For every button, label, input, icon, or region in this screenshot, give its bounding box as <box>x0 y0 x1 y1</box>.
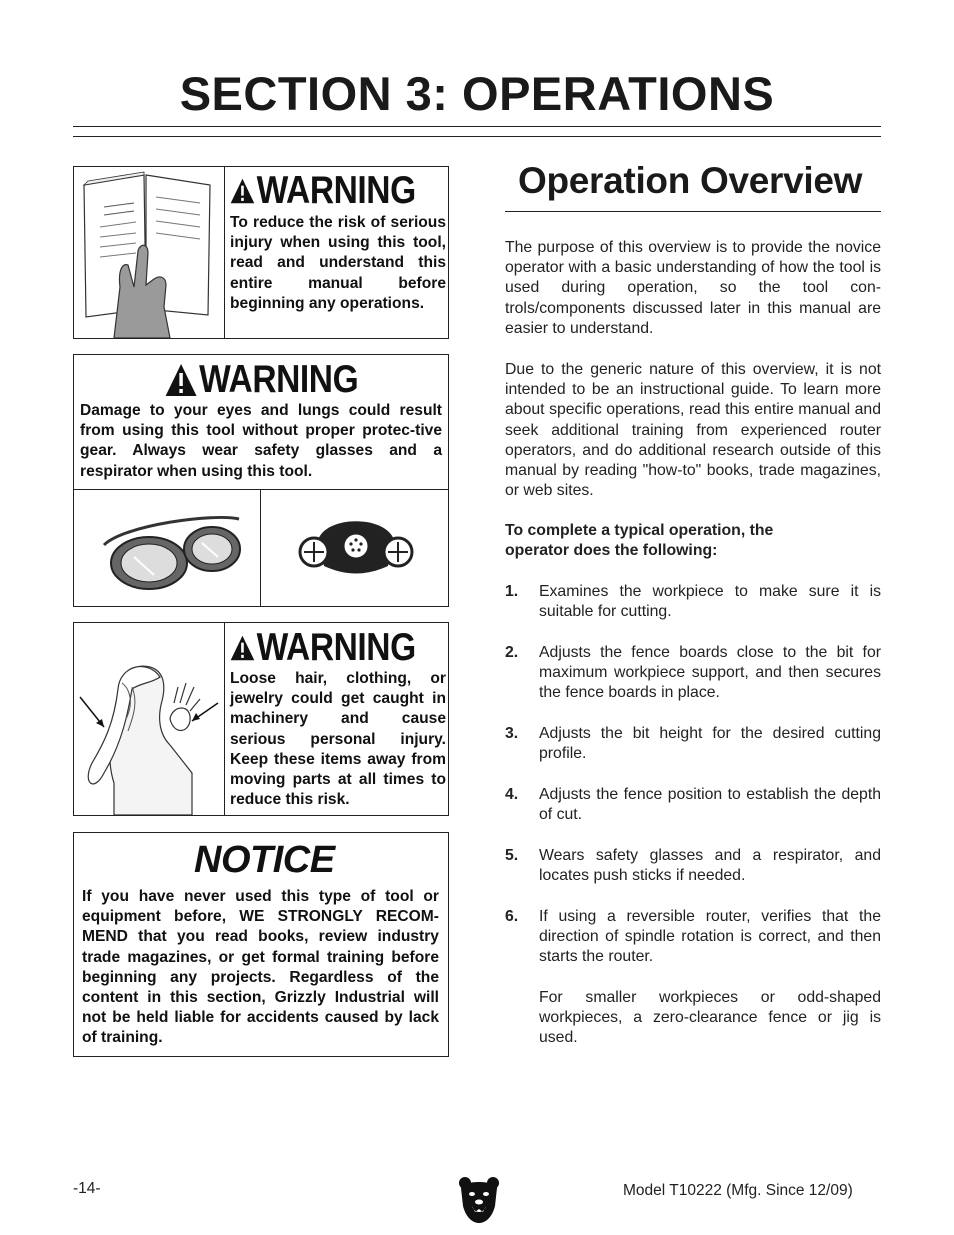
title-rule-bottom <box>73 136 881 137</box>
model-info: Model T10222 (Mfg. Since 12/09) <box>623 1182 853 1199</box>
warning-text-protective-gear: Damage to your eyes and lungs could result from using this tool without proper protec-tive gear. Always wear safety glasses and a respirator when using this tool. <box>80 402 442 480</box>
list-item: 6. If using a reversible router, verifies that the direction of spindle rotation is correct, and then starts the router. <box>505 908 881 966</box>
warning-heading: WARNING <box>230 171 416 210</box>
list-item: 4. Adjusts the fence position to establish the depth of cut. <box>505 786 881 824</box>
respirator-illustration <box>296 510 416 585</box>
warning-triangle-icon <box>164 363 197 397</box>
list-item: 2. Adjusts the fence boards close to the bit for maximum workpiece support, and then secures the fence boards in place. <box>505 644 881 702</box>
warning-box-manual <box>73 166 449 339</box>
warning-box-loose-clothing <box>73 622 449 816</box>
step-6-note: For smaller workpieces or odd-shaped workpieces, a zero-clearance fence or jig is used. <box>539 989 881 1047</box>
list-item: 3. Adjusts the bit height for the desired cutting profile. <box>505 725 881 763</box>
list-item: 5. Wears safety glasses and a respirator, and locates push sticks if needed. <box>505 847 881 885</box>
list-item: 1. Examines the workpiece to make sure it is suitable for cutting. <box>505 583 881 621</box>
section-heading: Operation Overview <box>518 160 863 201</box>
overview-paragraph-2: Due to the generic nature of this overview, it is not intended to be an instructional guide. To learn more about specific operations, read this entire manual and seek additional training from experienced router operators, and do additional research outside of this manual by reading "how-to" books, trade magazines, or web sites. <box>505 361 881 500</box>
warning-text-manual: To reduce the risk of serious injury when using this tool, read and understand this entire manual before beginning any operations. <box>230 214 446 312</box>
grizzly-bear-logo-icon <box>458 1176 500 1229</box>
person-hair-icon <box>74 623 224 815</box>
loose-hair-illustration <box>74 623 225 815</box>
warning-text-loose-clothing: Loose hair, clothing, or jewelry could get caught in machinery and cause serious personal injury. Keep these items away from moving parts at all times to reduce this risk. <box>230 670 446 809</box>
warning-heading: WARNING <box>164 360 358 399</box>
divider <box>74 489 448 490</box>
steps-intro: To complete a typical operation, the operator does the following: <box>505 522 774 560</box>
warning-heading: WARNING <box>230 628 416 667</box>
safety-glasses-icon <box>94 505 244 595</box>
notice-box <box>73 832 449 1057</box>
page-title: SECTION 3: OPERATIONS <box>179 67 775 120</box>
safety-glasses-illustration <box>94 505 244 600</box>
warning-triangle-icon <box>230 631 255 665</box>
read-manual-icon <box>74 167 224 338</box>
title-rule-top <box>73 126 881 127</box>
divider <box>260 489 261 606</box>
heading-rule <box>505 211 881 212</box>
respirator-icon <box>296 510 416 580</box>
notice-heading: NOTICE <box>194 839 335 881</box>
warning-triangle-icon <box>230 174 255 208</box>
page-number: -14- <box>73 1180 101 1197</box>
read-manual-illustration <box>74 167 225 338</box>
notice-text: If you have never used this type of tool or equipment before, WE STRONGLY RECOM-MEND that you read books, review industry trade magazines, or get formal training before beginning any projects. Regardless of the content in this section, Grizzly Industrial will not be held liable for accidents caused by lack of training. <box>82 888 439 1047</box>
warning-box-protective-gear <box>73 354 449 607</box>
overview-paragraph-1: The purpose of this overview is to provide the novice operator with a basic understanding of how the tool is used during operation, so the tool con-trols/components discussed later in this manual are easier to understand. <box>505 239 881 337</box>
